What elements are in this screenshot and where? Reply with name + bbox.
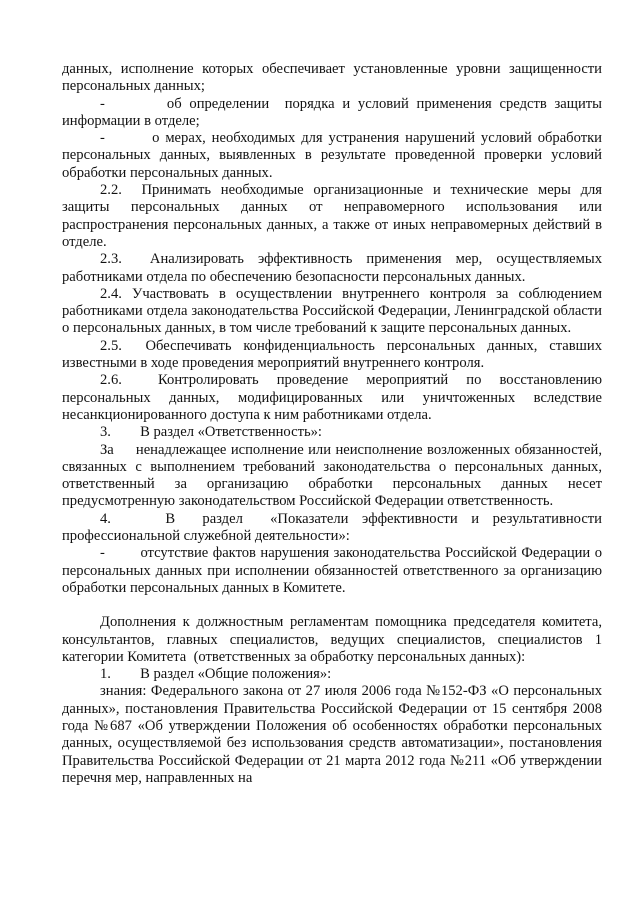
paragraph-continuation: данных, исполнение которых обеспечивает установленные уровни защищенности персональных данных;: [62, 61, 602, 95]
section-4-heading: 4. В раздел «Показатели эффективности и результативности профессиональной служебной деятельности»:: [62, 510, 602, 545]
clause-2-4: 2.4. Участвовать в осуществлении внутреннего контроля за соблюдением работниками отдела законодательства Российской Федерации, Ленинградской области о персональных данных, в том числе требований к защите персональных данных.: [62, 285, 602, 337]
blank-line: [62, 597, 602, 614]
list-item-no-violations: - отсутствие фактов нарушения законодательства Российской Федерации о персональных данных при исполнении обязанностей ответственного за организацию обработки персональных данных в Комитете.: [62, 545, 602, 596]
clause-2-2: 2.2. Принимать необходимые организационные и технические меры для защиты персональных данных от неправомерного использования или распространения персональных данных, а также от иных неправомерных действий в отделе.: [62, 182, 602, 250]
clause-2-3: 2.3. Анализировать эффективность применения мер, осуществляемых работниками отдела по обеспечению безопасности персональных данных.: [62, 251, 602, 285]
section-1-heading: 1. В раздел «Общие положения»:: [100, 666, 332, 683]
list-item-measures: - о мерах, необходимых для устранения нарушений условий обработки персональных данных, выявленных в результате проведенной проверки условий обработки персональных данных.: [62, 130, 602, 181]
section-3-heading: 3. В раздел «Ответственность»:: [100, 424, 322, 441]
clause-2-5: 2.5. Обеспечивать конфиденциальность персональных данных, ставших известными в ходе проведения мероприятий внутреннего контроля.: [62, 337, 602, 372]
clause-2-6: 2.6. Контролировать проведение мероприятий по восстановлению персональных данных, модифицированных или уничтоженных вследствие несанкционированного доступа к ним работниками отдела.: [62, 372, 602, 423]
knowledge-paragraph: знания: Федерального закона от 27 июля 2006 года №152-ФЗ «О персональных данных», постановления Правительства Российской Федерации от 15 сентября 2008 года №687 «Об утверждении Положения об особенностях обработки персональных данных, осуществляемой без использования средств автоматизации», постановления Правительства Российской Федерации от 21 марта 2012 года №211 «Об утверждении перечня мер, направленных на: [62, 683, 602, 786]
list-item-procedure: - об определении порядка и условий применения средств защиты информации в отделе;: [62, 95, 602, 129]
additions-heading: Дополнения к должностным регламентам помощника председателя комитета, консультантов, главных специалистов, ведущих специалистов, специалистов 1 категории Комитета (ответственных за обработку персональных данных):: [62, 614, 602, 665]
responsibility-paragraph: За ненадлежащее исполнение или неисполнение возложенных обязанностей, связанных с выполнением требований законодательства о персональных данных, ответственный за организацию обработки персональных данных несет предусмотренную законодательством Российской Федерации ответственность.: [62, 441, 602, 510]
